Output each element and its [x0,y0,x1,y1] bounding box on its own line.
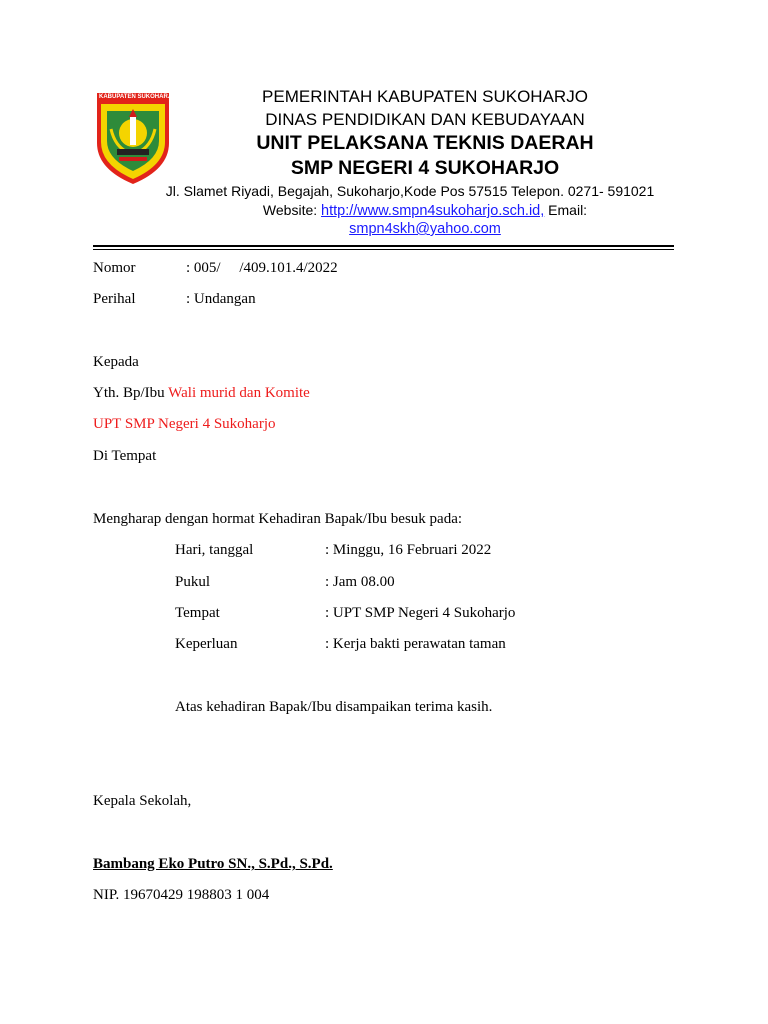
detail-label: Tempat [175,605,220,621]
email-link[interactable]: smpn4skh@yahoo.com [349,221,501,237]
website-label: Website: [262,202,318,218]
website-link[interactable]: http://www.smpn4sukoharjo.sch.id, [321,203,545,219]
perihal-label: Perihal [93,291,136,307]
yth-line [93,385,310,402]
nomor-value: : 005/ /409.101.4/2022 [186,260,338,276]
detail-label: Hari, tanggal [175,542,254,558]
header-line-3: UNIT PELAKSANA TEKNIS DAERAH [256,132,594,154]
signer-name: Bambang Eko Putro SN., S.Pd., S.Pd. [93,856,333,872]
detail-value: : Jam 08.00 [325,574,395,590]
opening-text: Mengharap dengan hormat Kehadiran Bapak/Ibu besuk pada: [93,511,463,527]
detail-label: Pukul [175,574,211,590]
nomor-label: Nomor [93,260,136,276]
header-rule-thick [93,245,674,247]
header-line-1: PEMERINTAH KABUPATEN SUKOHARJO [262,87,588,106]
header-line-4: SMP NEGERI 4 SUKOHARJO [290,157,560,179]
signer-nip: NIP. 19670429 198803 1 004 [93,887,270,903]
email-label: Email: [548,202,588,218]
detail-value: : UPT SMP Negeri 4 Sukoharjo [325,605,516,621]
header-contact [0,202,768,219]
yth-prefix: Yth. Bp/Ibu [93,385,169,401]
kepada-text: Kepada [93,354,139,370]
logo-banner-text: KABUPATEN SUKOHARJO [99,94,176,100]
di-tempat-text: Di Tempat [93,448,157,464]
closing-text: Atas kehadiran Bapak/Ibu disampaikan terima kasih. [175,699,493,715]
signer-title: Kepala Sekolah, [93,793,192,809]
header-line-2: DINAS PENDIDIKAN DAN KEBUDAYAAN [265,110,585,129]
detail-value: : Minggu, 16 Februari 2022 [325,542,492,558]
header-address: Jl. Slamet Riyadi, Begajah, Sukoharjo,Kode Pos 57515 Telepon. 0271- 591021 [165,183,655,199]
header-email-line [0,220,768,238]
perihal-value: : Undangan [186,291,256,307]
yth-recipient: Wali murid dan Komite [168,385,310,401]
header-rule-thin [93,249,674,250]
recipient-line-2: UPT SMP Negeri 4 Sukoharjo [93,416,276,432]
detail-label: Keperluan [175,636,238,652]
detail-value: : Kerja bakti perawatan taman [325,636,506,652]
